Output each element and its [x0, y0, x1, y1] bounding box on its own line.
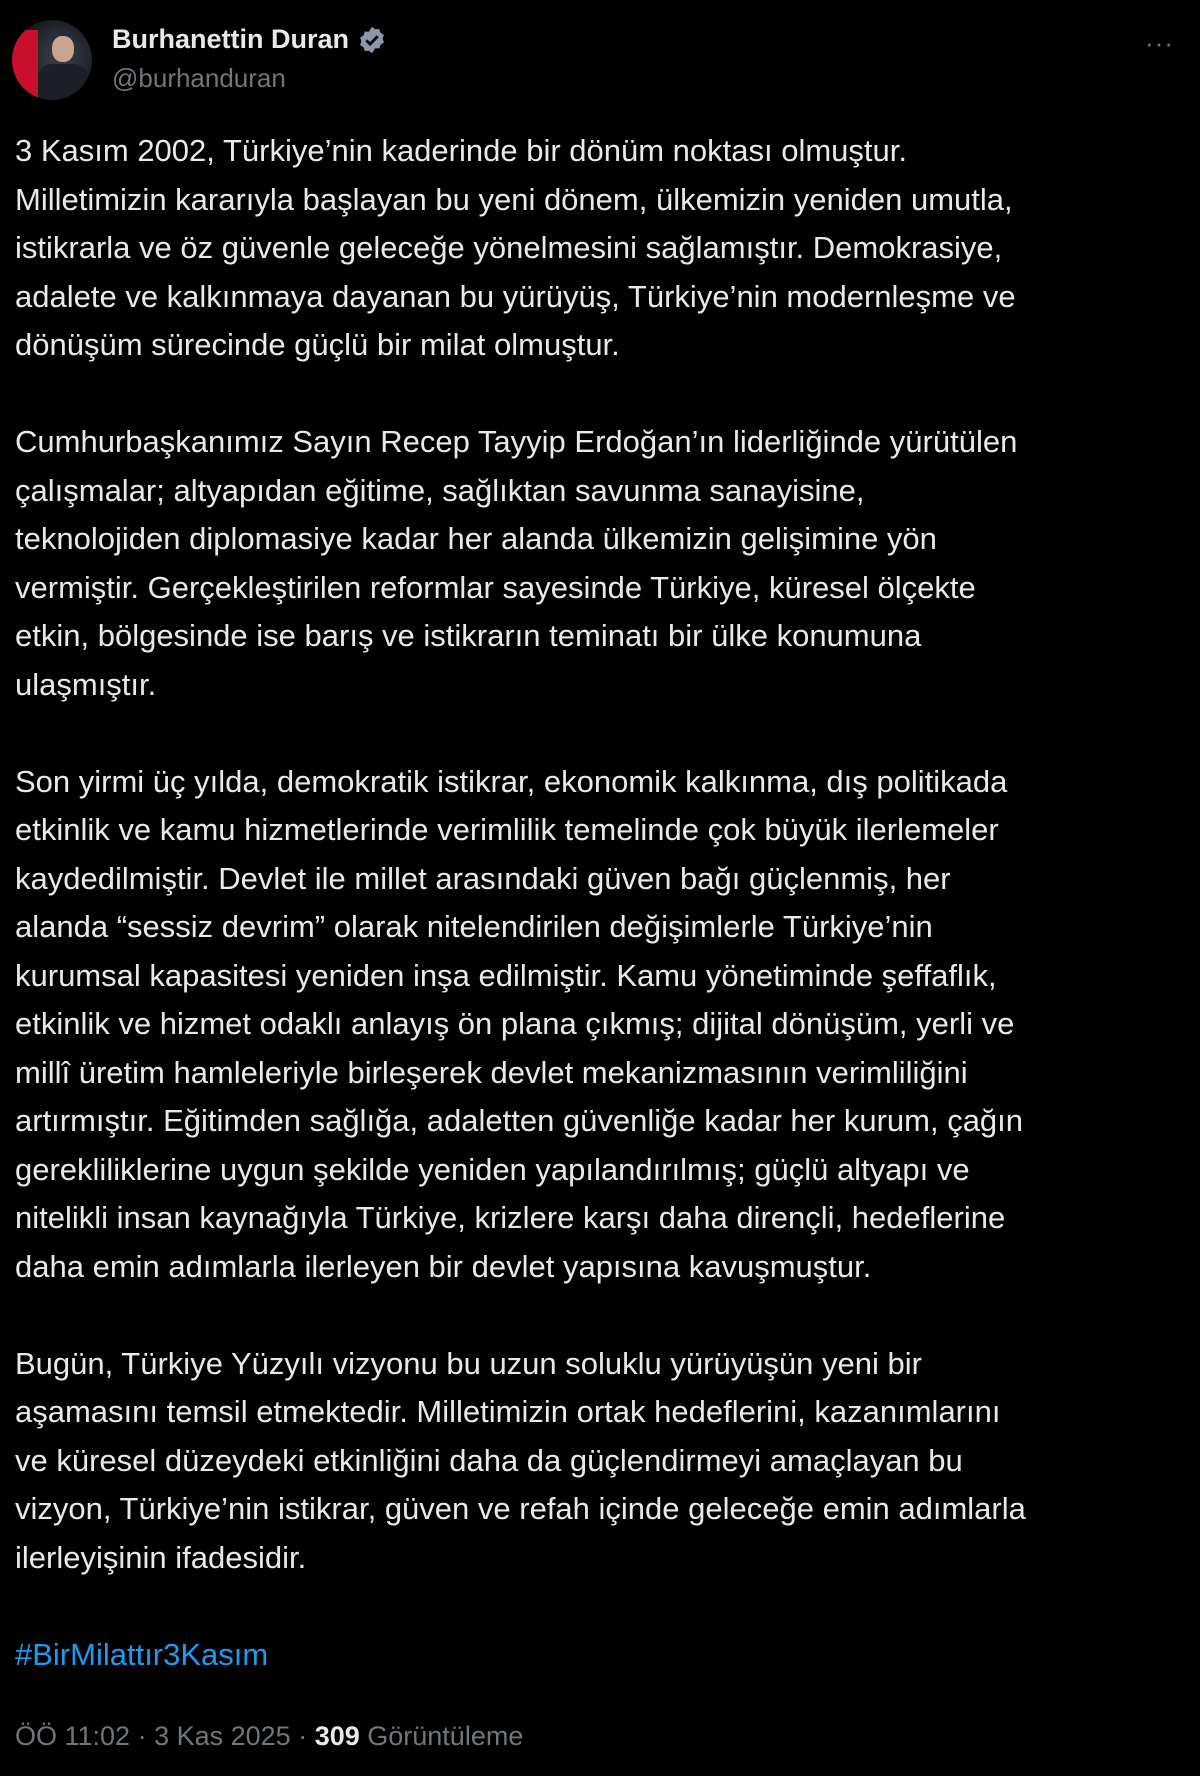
views-label: Görüntüleme — [367, 1721, 524, 1751]
separator: · — [130, 1721, 155, 1751]
text-line: Son yirmi üç yılda, demokratik istikrar, ekonomik kalkınma, dış politikada — [15, 763, 1008, 799]
hashtag-link[interactable]: #BirMilattır3Kasım — [15, 1636, 269, 1672]
text-line: millî üretim hamleleriyle birleşerek devlet mekanizmasının verimliliğini — [15, 1054, 968, 1090]
text-line: nitelikli insan kaynağıyla Türkiye, krizlere karşı daha dirençli, hedeflerine — [15, 1200, 1006, 1235]
text-line: dönüşüm sürecinde güçlü bir milat olmuştur. — [15, 327, 620, 362]
text-line: etkinlik ve kamu hizmetlerinde verimlilik temelinde çok büyük ilerlemeler — [15, 812, 999, 847]
text-line: etkinlik ve hizmet odaklı anlayış ön plana çıkmış; dijital dönüşüm, yerli ve — [15, 1006, 1015, 1041]
text-line: kaydedilmiştir. Devlet ile millet arasındaki güven bağı güçlenmiş, her — [15, 860, 951, 896]
text-line: etkin, bölgesinde ise barış ve istikrarın teminatı bir ülke konumuna — [15, 618, 922, 653]
tweet-body — [15, 127, 1195, 1679]
more-options-icon[interactable]: ··· — [1145, 28, 1174, 58]
flag-shape — [12, 30, 38, 100]
tweet-meta — [15, 1721, 523, 1752]
tweet-paragraph — [15, 418, 1195, 709]
author-name-row[interactable] — [112, 24, 387, 55]
text-line: Milletimizin kararıyla başlayan bu yeni dönem, ülkemizin yeniden umutla, — [15, 181, 1013, 217]
text-line: ilerleyişinin ifadesidir. — [15, 1539, 307, 1575]
text-line: adalete ve kalkınmaya dayanan bu yürüyüş, Türkiye’nin modernleşme ve — [15, 278, 1016, 314]
author-handle[interactable]: @burhanduran — [112, 63, 286, 93]
text-line: gerekliliklerine uygun şekilde yeniden yapılandırılmış; güçlü altyapı ve — [15, 1151, 970, 1187]
text-line: ulaşmıştır. — [15, 666, 157, 702]
text-line: Cumhurbaşkanımız Sayın Recep Tayyip Erdoğan’ın liderliğinde yürütülen — [15, 424, 1018, 459]
text-line: Bugün, Türkiye Yüzyılı vizyonu bu uzun soluklu yürüyüşün yeni bir — [15, 1345, 922, 1381]
text-line: daha emin adımlarla ilerleyen bir devlet yapısına kavuşmuştur. — [15, 1248, 872, 1284]
avatar[interactable] — [12, 20, 92, 100]
text-line: 3 Kasım 2002, Türkiye’nin kaderinde bir dönüm noktası olmuştur. — [15, 133, 908, 168]
text-line: aşamasını temsil etmektedir. Milletimizin ortak hedeflerini, kazanımlarını — [15, 1394, 1001, 1429]
text-line: teknolojiden diplomasiye kadar her alanda ülkemizin gelişimine yön — [15, 521, 937, 556]
avatar-suit — [38, 64, 88, 100]
view-count: 309 — [314, 1721, 360, 1751]
author-name[interactable]: Burhanettin Duran — [112, 24, 350, 54]
tweet-paragraph — [15, 1340, 1195, 1583]
separator: · — [290, 1721, 315, 1751]
text-line: çalışmalar; altyapıdan eğitime, sağlıktan savunma sanayisine, — [15, 472, 865, 508]
verified-badge-icon — [357, 25, 387, 55]
tweet-date[interactable]: 3 Kas 2025 — [154, 1721, 291, 1751]
text-line: kurumsal kapasitesi yeniden inşa edilmiştir. Kamu yönetiminde şeffaflık, — [15, 957, 997, 993]
text-line: ve küresel düzeydeki etkinliğini daha da güçlendirmeyi amaçlayan bu — [15, 1442, 963, 1478]
text-line: artırmıştır. Eğitimden sağlığa, adaletten güvenliğe kadar her kurum, çağın — [15, 1103, 1024, 1138]
text-line: vermiştir. Gerçekleştirilen reformlar sayesinde Türkiye, küresel ölçekte — [15, 569, 976, 605]
tweet-paragraph — [15, 127, 1195, 370]
tweet-time[interactable]: ÖÖ 11:02 — [15, 1721, 131, 1751]
text-line: alanda “sessiz devrim” olarak nitelendirilen değişimlerle Türkiye’nin — [15, 909, 933, 944]
tweet-paragraph — [15, 758, 1195, 1292]
text-line: istikrarla ve öz güvenle geleceğe yönelmesini sağlamıştır. Demokrasiye, — [15, 230, 1003, 265]
text-line: vizyon, Türkiye’nin istikrar, güven ve refah içinde geleceğe emin adımlarla — [15, 1491, 1026, 1526]
avatar-face — [52, 36, 74, 62]
